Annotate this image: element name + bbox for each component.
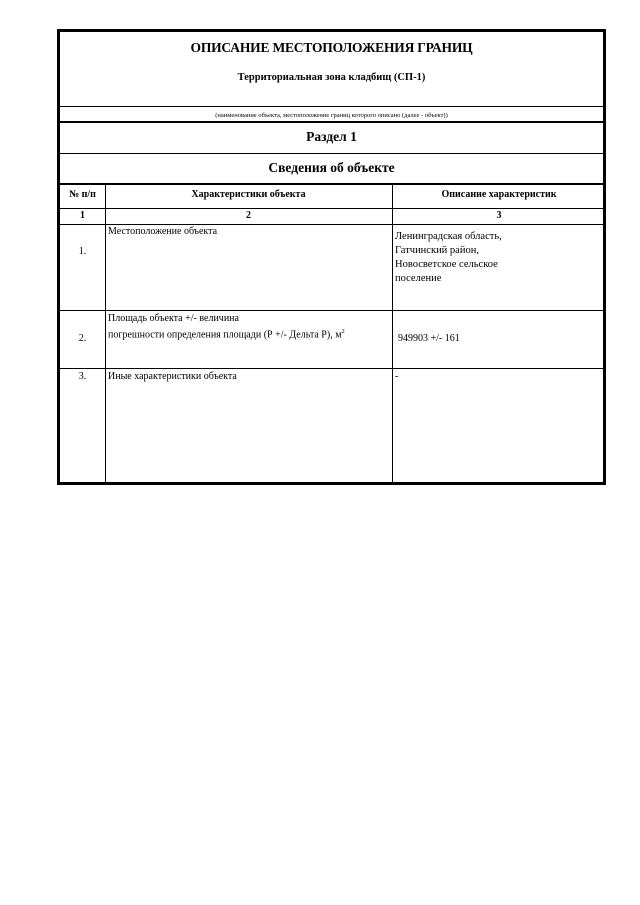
column-header-description: Описание характеристик [441, 189, 557, 200]
section-label: Раздел 1 [306, 129, 357, 144]
column-header-characteristic: Характеристики объекта [191, 189, 306, 200]
divider [60, 106, 603, 107]
divider [60, 121, 603, 123]
divider [60, 224, 603, 225]
divider [60, 310, 603, 311]
section-heading: Сведения об объекте [268, 160, 395, 175]
row-characteristic: Иные характеристики объекта [108, 371, 237, 382]
divider [60, 153, 603, 154]
row-description: Ленинградская область, Гатчинский район, Новосветское сельское поселение [395, 231, 502, 284]
divider [60, 208, 603, 209]
row-characteristic: Площадь объекта +/- величина погрешности определения площади (Р +/- Дельта Р), $м^2$ [108, 313, 345, 340]
row-index: 3. [78, 371, 87, 382]
column-header-index: № п/п [69, 189, 96, 200]
column-number-1: 1 [80, 210, 85, 221]
divider [60, 368, 603, 369]
row-characteristic: Местоположение объекта [108, 226, 218, 237]
document-subtitle: Территориальная зона кладбищ (СП-1) [237, 72, 426, 83]
row-description: - [395, 371, 399, 382]
document-title: ОПИСАНИЕ МЕСТОПОЛОЖЕНИЯ ГРАНИЦ [190, 40, 473, 55]
column-number-2: 2 [246, 210, 251, 221]
column-separator [392, 183, 393, 482]
document-frame [57, 29, 606, 485]
row-description: 949903 +/- 161 [398, 333, 460, 344]
column-separator [105, 183, 106, 482]
divider [60, 183, 603, 185]
row-index: 2. [78, 333, 87, 344]
row-index: 1. [78, 246, 87, 257]
object-note: (наименование объекта, местоположение границ которого описано (далее - объект)) [215, 112, 448, 119]
column-number-3: 3 [496, 210, 502, 221]
